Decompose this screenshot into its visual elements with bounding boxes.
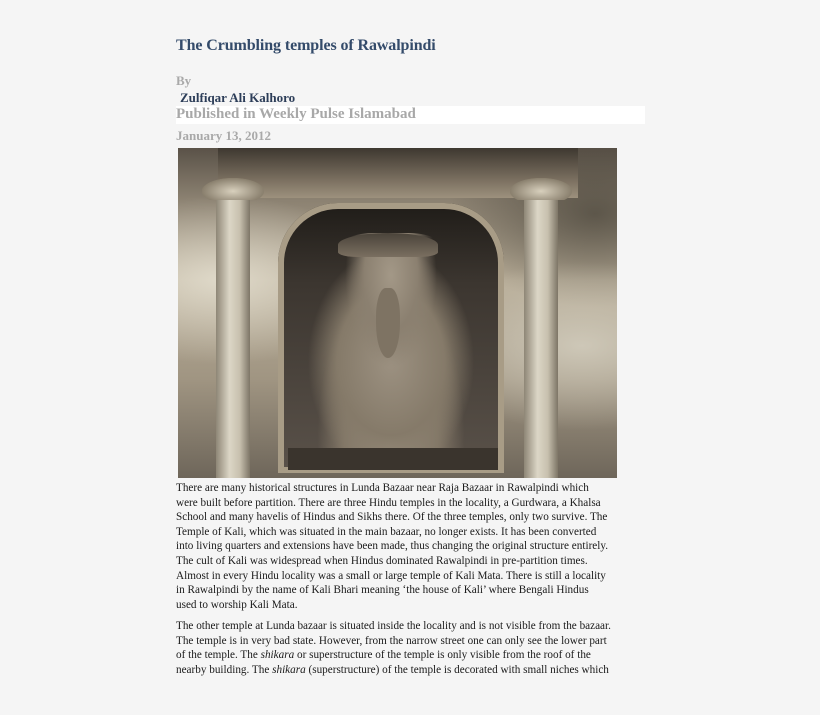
text-line <box>176 663 646 678</box>
byline-label: By <box>176 73 192 88</box>
article-title: The Crumbling temples of Rawalpindi <box>176 37 436 54</box>
text-line: The other temple at Lunda bazaar is situated inside the locality and is not visible from the bazaar. <box>176 620 611 632</box>
publication-date: January 13, 2012 <box>176 128 271 143</box>
text-run: or superstructure of the temple is only visible from the roof of the <box>294 649 591 662</box>
photo-left-capital <box>202 178 264 200</box>
photo-pedestal <box>288 448 498 470</box>
paragraph-2 <box>176 619 646 677</box>
photo-deity-trunk <box>376 288 400 358</box>
text-line: The cult of Kali was widespread when Hindus dominated Rawalpindi in pre-partition times. <box>176 554 588 567</box>
photo-right-pillar <box>524 188 558 478</box>
text-run: nearby building. The <box>176 663 273 676</box>
text-line: Almost in every Hindu locality was a small or large temple of Kali Mata. There is still a locality <box>176 569 606 582</box>
text-line: School and many havelis of Hindus and Sikhs there. Of the three temples, only two survive. The <box>176 511 608 524</box>
photo-left-pillar <box>216 188 250 478</box>
text-line <box>176 648 646 663</box>
text-line: The temple is in very bad state. However, from the narrow street one can only see the lower part <box>176 634 607 647</box>
text-line: were built before partition. There are three Hindu temples in the locality, a Gurdwara, a Khalsa <box>176 496 601 509</box>
photo-right-capital <box>510 178 572 200</box>
temple-relief-photo <box>178 148 617 478</box>
text-line: into living quarters and extensions have been made, thus changing the original structure entirely. <box>176 540 609 553</box>
text-line: in Rawalpindi by the name of Kali Bhari meaning ‘the house of Kali’ where Bengali Hindus <box>176 584 589 597</box>
text-run: (superstructure) of the temple is decorated with small niches which <box>305 663 609 676</box>
photo-deity-crown <box>338 233 438 257</box>
text-line: There are many historical structures in Lunda Bazaar near Raja Bazaar in Rawalpindi which <box>176 482 589 494</box>
author-name: Zulfiqar Ali Kalhoro <box>180 90 296 105</box>
publication-line: Published in Weekly Pulse Islamabad <box>176 106 416 122</box>
text-run: of the temple. The <box>176 649 261 662</box>
italic-term: shikara <box>272 663 306 676</box>
text-line: used to worship Kali Mata. <box>176 598 298 611</box>
text-line: Temple of Kali, which was situated in the main bazaar, no longer exists. It has been converted <box>176 525 597 538</box>
paragraph-1 <box>176 481 646 612</box>
italic-term: shikara <box>260 649 295 662</box>
